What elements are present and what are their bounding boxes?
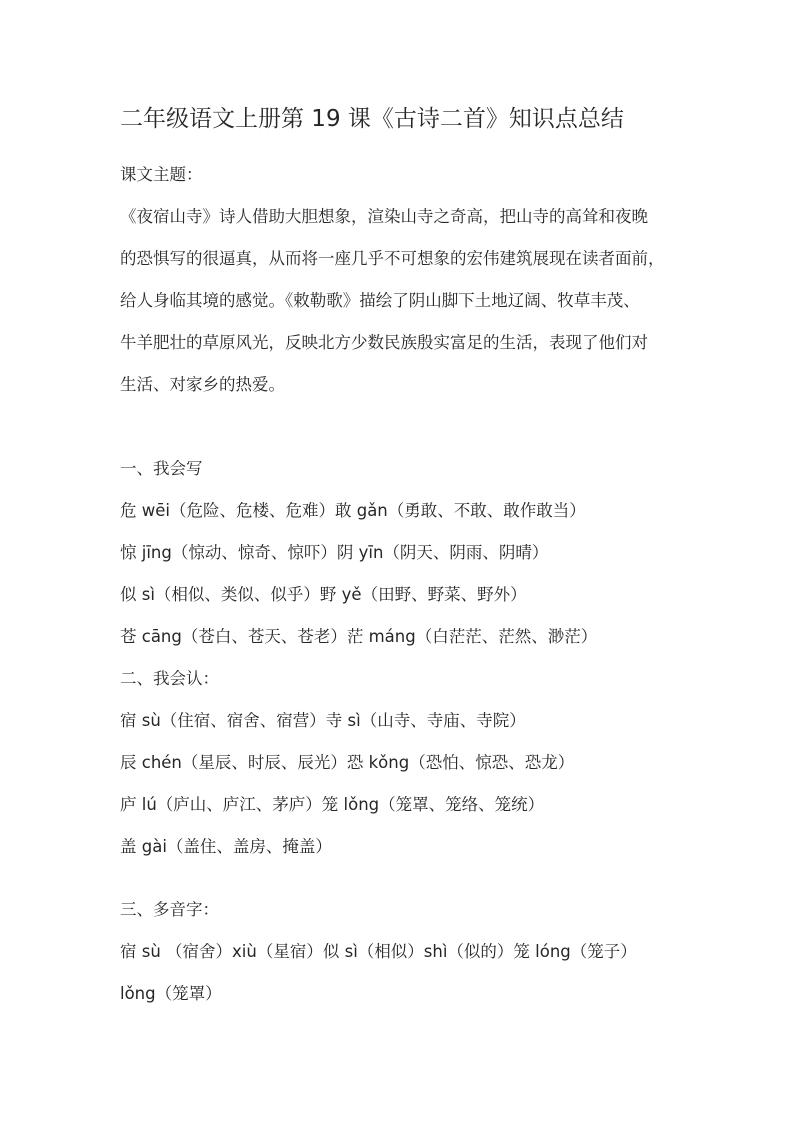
section-heading-recognize: 二、我会认： [120,669,219,688]
theme-paragraph-line: 的恐惧写的很逼真，从而将一座几乎不可想象的宏伟建筑展现在读者面前， [120,249,665,268]
theme-paragraph-line: 生活、对家乡的热爱。 [120,375,285,394]
theme-paragraph-line: 牛羊肥壮的草原风光，反映北方少数民族殷实富足的生活，表现了他们对 [120,333,648,352]
recognize-item-line: 辰 chén（星辰、时辰、辰光）恐 kǒng（恐怕、惊恐、恐龙） [120,753,575,772]
polyphone-item-line: lǒng（笼罩） [120,984,222,1003]
write-item-line: 苍 cāng（苍白、苍天、苍老）茫 máng（白茫茫、茫然、渺茫） [120,627,598,646]
theme-paragraph-line: 《夜宿山寺》诗人借助大胆想象，渲染山寺之奇高，把山寺的高耸和夜晚 [120,207,648,226]
theme-label: 课文主题： [120,165,203,184]
recognize-item-line: 宿 sù（住宿、宿舍、宿营）寺 sì（山寺、寺庙、寺院） [120,711,526,730]
write-item-line: 惊 jīng（惊动、惊奇、惊吓）阴 yīn（阴天、阴雨、阴晴） [120,543,549,562]
document-title: 二年级语文上册第 19 课《古诗二首》知识点总结 [120,106,624,132]
section-heading-write: 一、我会写 [120,459,203,478]
theme-paragraph-line: 给人身临其境的感觉。《敕勒歌》描绘了阴山脚下土地辽阔、牧草丰茂、 [120,291,640,310]
write-item-line: 危 wēi（危险、危楼、危难）敢 gǎn（勇敢、不敢、敢作敢当） [120,501,586,520]
recognize-item-line: 庐 lú（庐山、庐江、茅庐）笼 lǒng（笼罩、笼络、笼统） [120,795,545,814]
polyphone-item-line: 宿 sù （宿舍）xiù（星宿）似 sì（相似）shì（似的）笼 lóng（笼子） [120,942,637,961]
section-heading-polyphone: 三、多音字： [120,900,219,919]
write-item-line: 似 sì（相似、类似、似乎）野 yě（田野、野菜、野外） [120,585,527,604]
recognize-item-line: 盖 gài（盖住、盖房、掩盖） [120,837,332,856]
